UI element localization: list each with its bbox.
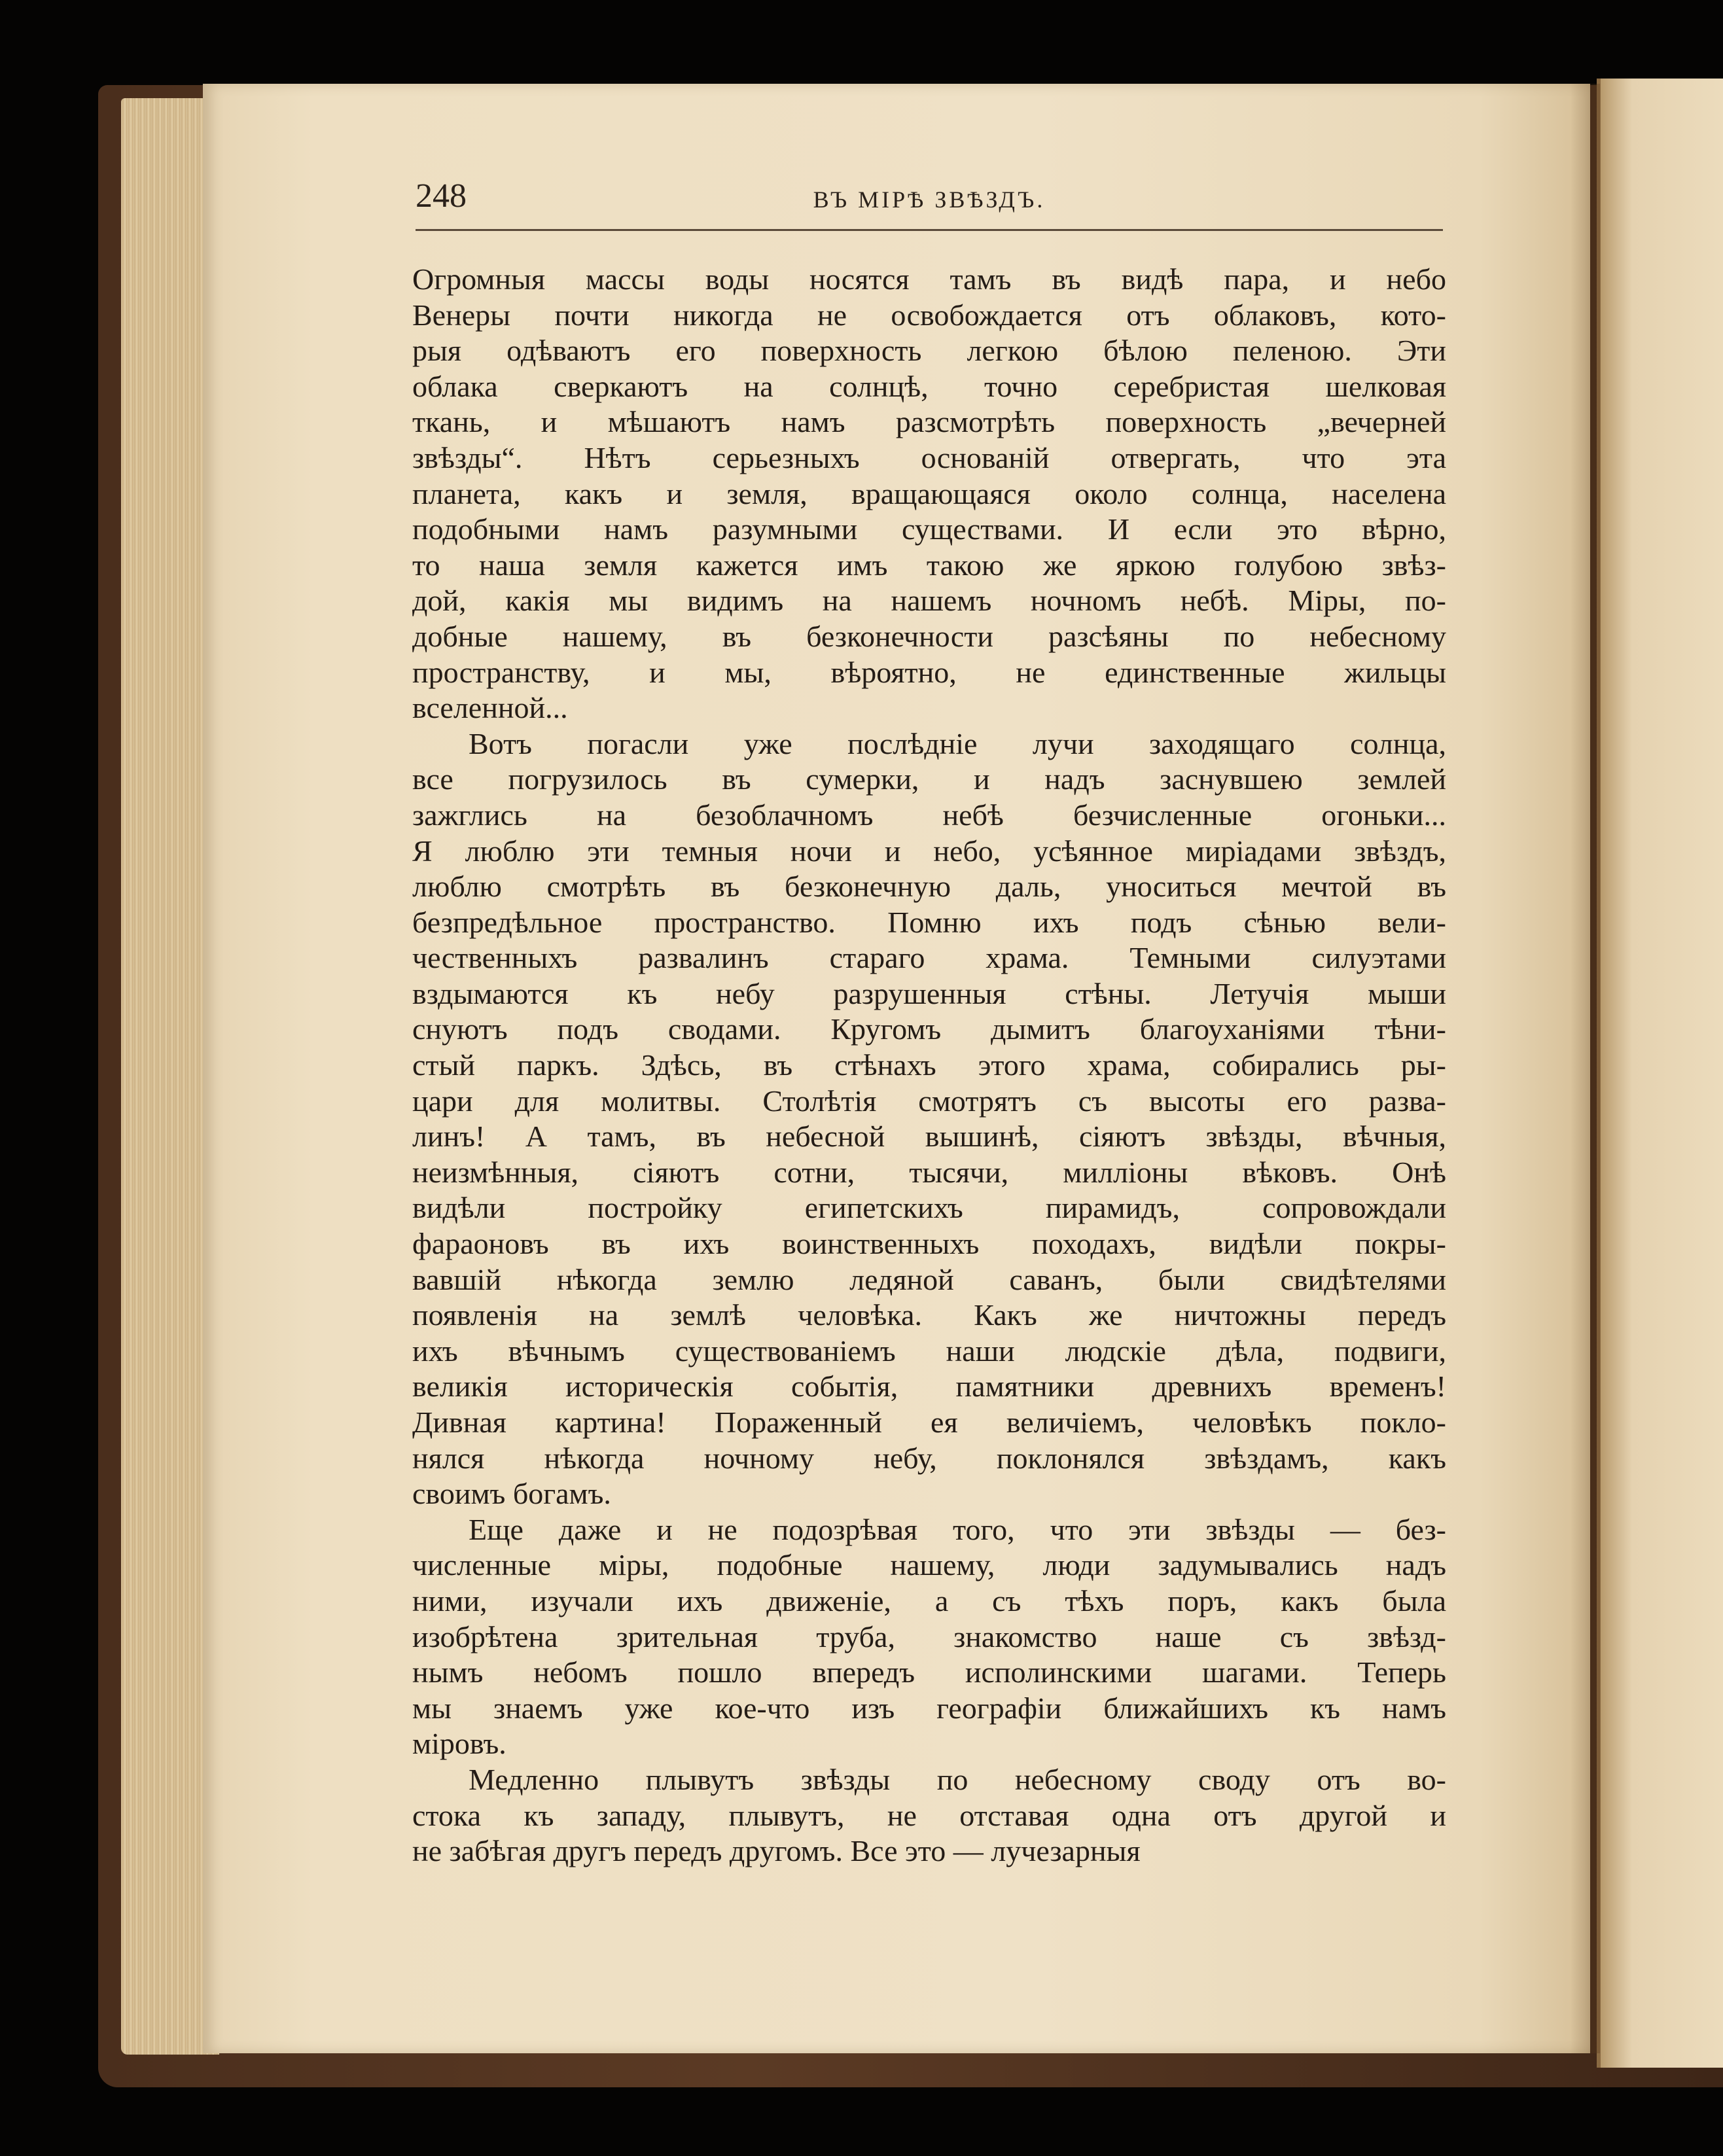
page-header [416,177,1443,229]
text-line: Я люблю эти темныя ночи и небо, усѣянное миріадами звѣздъ, [412,834,1446,868]
text-line: Огромныя массы воды носятся тамъ въ видѣ пара, и небо [412,262,1446,296]
text-line: появленія на землѣ человѣка. Какъ же ничтожны передъ [412,1298,1446,1332]
text-line: великія историческія событія, памятники древнихъ временъ! [412,1370,1446,1404]
text-line: нымъ небомъ пошло впередъ исполинскими шагами. Теперь [412,1655,1446,1689]
text-line: видѣли постройку египетскихъ пирамидъ, сопровождали [412,1191,1446,1225]
text-line: Еще даже и не подозрѣвая того, что эти звѣзды — без- [469,1512,1446,1546]
text-line: Вотъ погасли уже послѣдніе лучи заходящаго солнца, [469,726,1446,760]
page-gutter [1571,84,1600,2053]
text-line: не забѣгая другъ передъ другомъ. Все это — лучезарныя [412,1834,1141,1868]
text-line: снуютъ подъ сводами. Кругомъ дымитъ благоуханіями тѣни- [412,1012,1446,1046]
text-line: все погрузилось въ сумерки, и надъ заснувшею землей [412,762,1446,796]
text-line: дой, какія мы видимъ на нашемъ ночномъ небѣ. Міры, по- [412,584,1446,618]
text-line: Дивная картина! Пораженный ея величіемъ, человѣкъ покло- [412,1405,1446,1439]
text-line: безпредѣльное пространство. Помню ихъ подъ сѣнью вели- [412,905,1446,939]
text-line: численные міры, подобные нашему, люди задумывались надъ [412,1548,1446,1582]
text-line: подобными намъ разумными существами. И если это вѣрно, [412,512,1446,546]
text-line: линъ! А тамъ, въ небесной вышинѣ, сіяютъ звѣзды, вѣчныя, [412,1120,1446,1154]
text-line: ихъ вѣчнымъ существованіемъ наши людскіе дѣла, подвиги, [412,1334,1446,1368]
text-line: облака сверкаютъ на солнцѣ, точно серебристая шелковая [412,369,1446,403]
text-line: міровъ. [412,1727,506,1761]
page-number: 248 [416,177,467,215]
text-line: нялся нѣкогда ночному небу, поклонялся звѣздамъ, какъ [412,1441,1446,1475]
text-line: зажглись на безоблачномъ небѣ безчисленные огоньки... [412,798,1446,832]
text-line: ткань, и мѣшаютъ намъ разсмотрѣть поверхность „вечерней [412,405,1446,439]
text-line: вавшій нѣкогда землю ледяной саванъ, были свидѣтелями [412,1262,1446,1296]
text-line: добные нашему, въ безконечности разсѣяны по небесному [412,619,1446,653]
text-line: вздымаются къ небу разрушенныя стѣны. Летучія мыши [412,976,1446,1010]
text-line: рыя одѣваютъ его поверхность легкою бѣлою пеленою. Эти [412,334,1446,368]
header-rule [416,229,1443,231]
text-line: Венеры почти никогда не освобождается отъ облаковъ, кото- [412,298,1446,332]
text-line: чественныхъ развалинъ стараго храма. Темными силуэтами [412,941,1446,975]
text-line: стый паркъ. Здѣсь, въ стѣнахъ этого храма, собирались ры- [412,1048,1446,1082]
text-line: пространству, и мы, вѣроятно, не единственные жильцы [412,655,1446,689]
text-line: планета, какъ и земля, вращающаяся около солнца, населена [412,476,1446,510]
text-line: вселенной... [412,691,568,725]
text-line: Медленно плывутъ звѣзды по небесному своду отъ во- [469,1762,1446,1796]
text-line: своимъ богамъ. [412,1477,611,1511]
text-line: стока къ западу, плывутъ, не отставая одна отъ другой и [412,1798,1446,1832]
text-line: мы знаемъ уже кое-что изъ географіи ближайшихъ къ намъ [412,1691,1446,1725]
paragraph [412,262,1446,726]
text-line: фараоновъ въ ихъ воинственныхъ походахъ, видѣли покры- [412,1227,1446,1261]
text-line: то наша земля кажется имъ такою же яркою голубою звѣз- [412,548,1446,582]
text-line: цари для молитвы. Столѣтія смотрятъ съ высоты его разва- [412,1084,1446,1118]
text-line: неизмѣнныя, сіяютъ сотни, тысячи, милліоны вѣковъ. Онѣ [412,1155,1446,1189]
running-title: ВЪ МІРѢ ЗВѢЗДЪ. [813,186,1046,213]
text-line: изобрѣтена зрительная труба, знакомство наше съ звѣзд- [412,1619,1446,1653]
paragraph [412,1762,1446,1869]
paragraph [412,1512,1446,1762]
text-line: звѣзды“. Нѣтъ серьезныхъ основаній отвергать, что эта [412,440,1446,474]
text-line: люблю смотрѣть въ безконечную даль, уноситься мечтой въ [412,870,1446,904]
right-page-edge [1597,79,1723,2068]
text-line: ними, изучали ихъ движеніе, а съ тѣхъ поръ, какъ была [412,1583,1446,1617]
paragraph [412,726,1446,1512]
body-text [412,262,1446,1869]
